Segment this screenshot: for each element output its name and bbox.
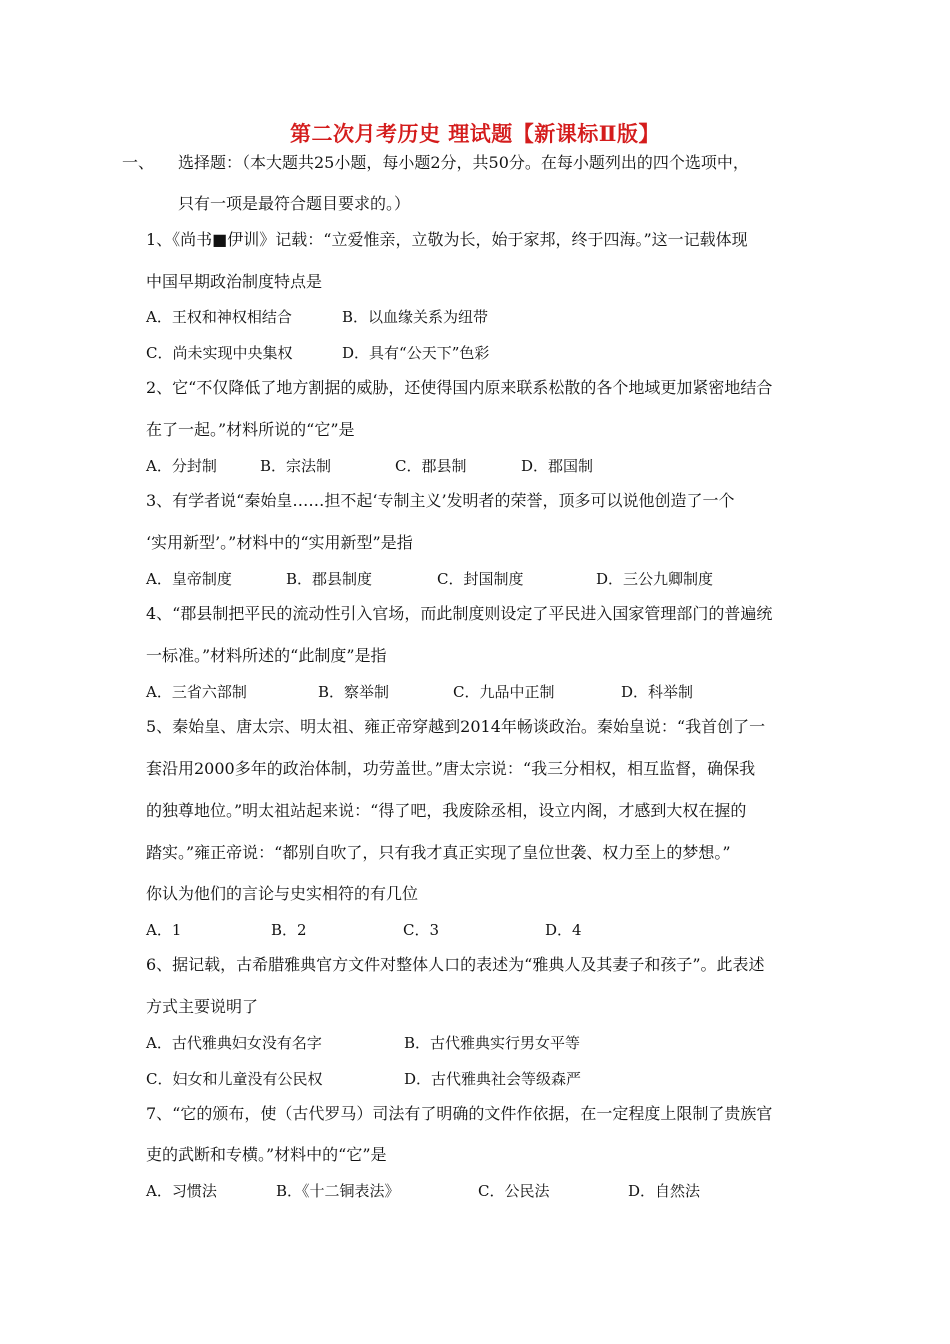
question-3-line1: 3、有学者说“秦始皇……担不起‘专制主义’发明者的荣誉，顶多可以说他创造了一个 (146, 491, 735, 510)
question-7-option-c: C．公民法 (478, 1182, 550, 1200)
question-6-line2: 方式主要说明了 (146, 997, 259, 1016)
question-3-options (146, 568, 846, 588)
question-6-options-row1 (146, 1032, 846, 1052)
question-3-option-c: C．封国制度 (437, 570, 524, 588)
question-1-options-row2 (146, 342, 846, 362)
question-4-option-a: A．三省六部制 (146, 683, 247, 701)
question-6-option-d: D．古代雅典社会等级森严 (404, 1070, 582, 1088)
question-1-option-a: A．王权和神权相结合 (146, 308, 292, 326)
question-4-options (146, 681, 846, 701)
question-1-options-row1 (146, 306, 846, 326)
question-1-option-c: C．尚未实现中央集权 (146, 344, 293, 362)
question-4-line1: 4、“郡县制把平民的流动性引入官场，而此制度则设定了平民进入国家管理部门的普遍统 (146, 604, 773, 623)
section-instructions (178, 150, 818, 173)
question-7-line1: 7、“它的颁布，使（古代罗马）司法有了明确的文件作依据，在一定程度上限制了贵族官 (146, 1104, 773, 1123)
question-6-options-row2 (146, 1068, 846, 1088)
question-3-line2: ‘实用新型’。”材料中的“实用新型”是指 (146, 533, 413, 552)
question-4-line2: 一标准。”材料所述的“此制度”是指 (146, 646, 387, 665)
question-5-line4: 踏实。”雍正帝说：“都别自吹了，只有我才真正实现了皇位世袭、权力至上的梦想。” (146, 843, 731, 862)
question-3-option-b: B．郡县制度 (286, 570, 373, 588)
question-5-line3: 的独尊地位。”明太祖站起来说：“得了吧，我废除丞相，设立内阁，才感到大权在握的 (146, 801, 747, 820)
question-4-option-c: C．九品中正制 (453, 683, 555, 701)
question-7-options (146, 1180, 846, 1200)
question-2-option-d: D．郡国制 (521, 457, 594, 475)
question-6-option-c: C．妇女和儿童没有公民权 (146, 1070, 323, 1088)
question-2-line2: 在了一起。”材料所说的“它”是 (146, 420, 355, 439)
question-5-option-c: C．3 (403, 921, 440, 939)
question-5-line1: 5、秦始皇、唐太宗、明太祖、雍正帝穿越到2014年畅谈政治。秦始皇说：“我首创了一 (146, 717, 766, 736)
question-1-line1: 1、《尚书■伊训》记载：“立爱惟亲，立敬为长，始于家邦，终于四海。”这一记载体现 (146, 230, 748, 249)
question-2-options (146, 455, 846, 475)
question-1-option-b: B．以血缘关系为纽带 (342, 308, 489, 326)
question-7-line2: 吏的武断和专横。”材料中的“它”是 (146, 1145, 387, 1164)
question-4-option-b: B．察举制 (318, 683, 390, 701)
question-3-option-d: D．三公九卿制度 (596, 570, 714, 588)
question-5-option-d: D．4 (545, 921, 582, 939)
question-5-line5: 你认为他们的言论与史实相符的有几位 (146, 884, 419, 903)
question-6-option-b: B．古代雅典实行男女平等 (404, 1034, 581, 1052)
page-title: 第二次月考历史 理试题【新课标Ⅱ版】 (289, 121, 660, 146)
question-7-option-d: D．自然法 (628, 1182, 701, 1200)
question-2-line1: 2、它“不仅降低了地方割据的威胁，还使得国内原来联系松散的各个地域更加紧密地结合 (146, 378, 773, 397)
section-instructions-line2: 只有一项是最符合题目要求的。） (178, 194, 411, 213)
question-2-option-a: A．分封制 (146, 457, 217, 475)
question-4-option-d: D．科举制 (621, 683, 694, 701)
question-7-option-a: A．习惯法 (146, 1182, 217, 1200)
section-number: 一、 (122, 153, 155, 172)
question-1-line2: 中国早期政治制度特点是 (146, 272, 323, 291)
question-5-option-b: B．2 (271, 921, 307, 939)
question-6-option-a: A．古代雅典妇女没有名字 (146, 1034, 322, 1052)
section-instructions-line1: 选择题：（本大题共25小题，每小题2分，共50分。在每小题列出的四个选项中， (178, 153, 749, 172)
question-5-option-a: A．1 (146, 921, 182, 939)
question-3-option-a: A．皇帝制度 (146, 570, 232, 588)
question-6-line1: 6、据记载，古希腊雅典官方文件对整体人口的表述为“雅典人及其妻子和孩子”。此表述 (146, 955, 765, 974)
question-7-option-b: B．《十二铜表法》 (276, 1182, 400, 1200)
question-2-option-b: B．宗法制 (260, 457, 332, 475)
question-1-option-d: D．具有“公天下”色彩 (342, 344, 490, 362)
question-5-line2: 套沿用2000多年的政治体制，功劳盖世。”唐太宗说：“我三分相权，相互监督，确保我 (146, 759, 756, 778)
question-2-option-c: C．郡县制 (395, 457, 467, 475)
question-5-options (146, 919, 846, 939)
